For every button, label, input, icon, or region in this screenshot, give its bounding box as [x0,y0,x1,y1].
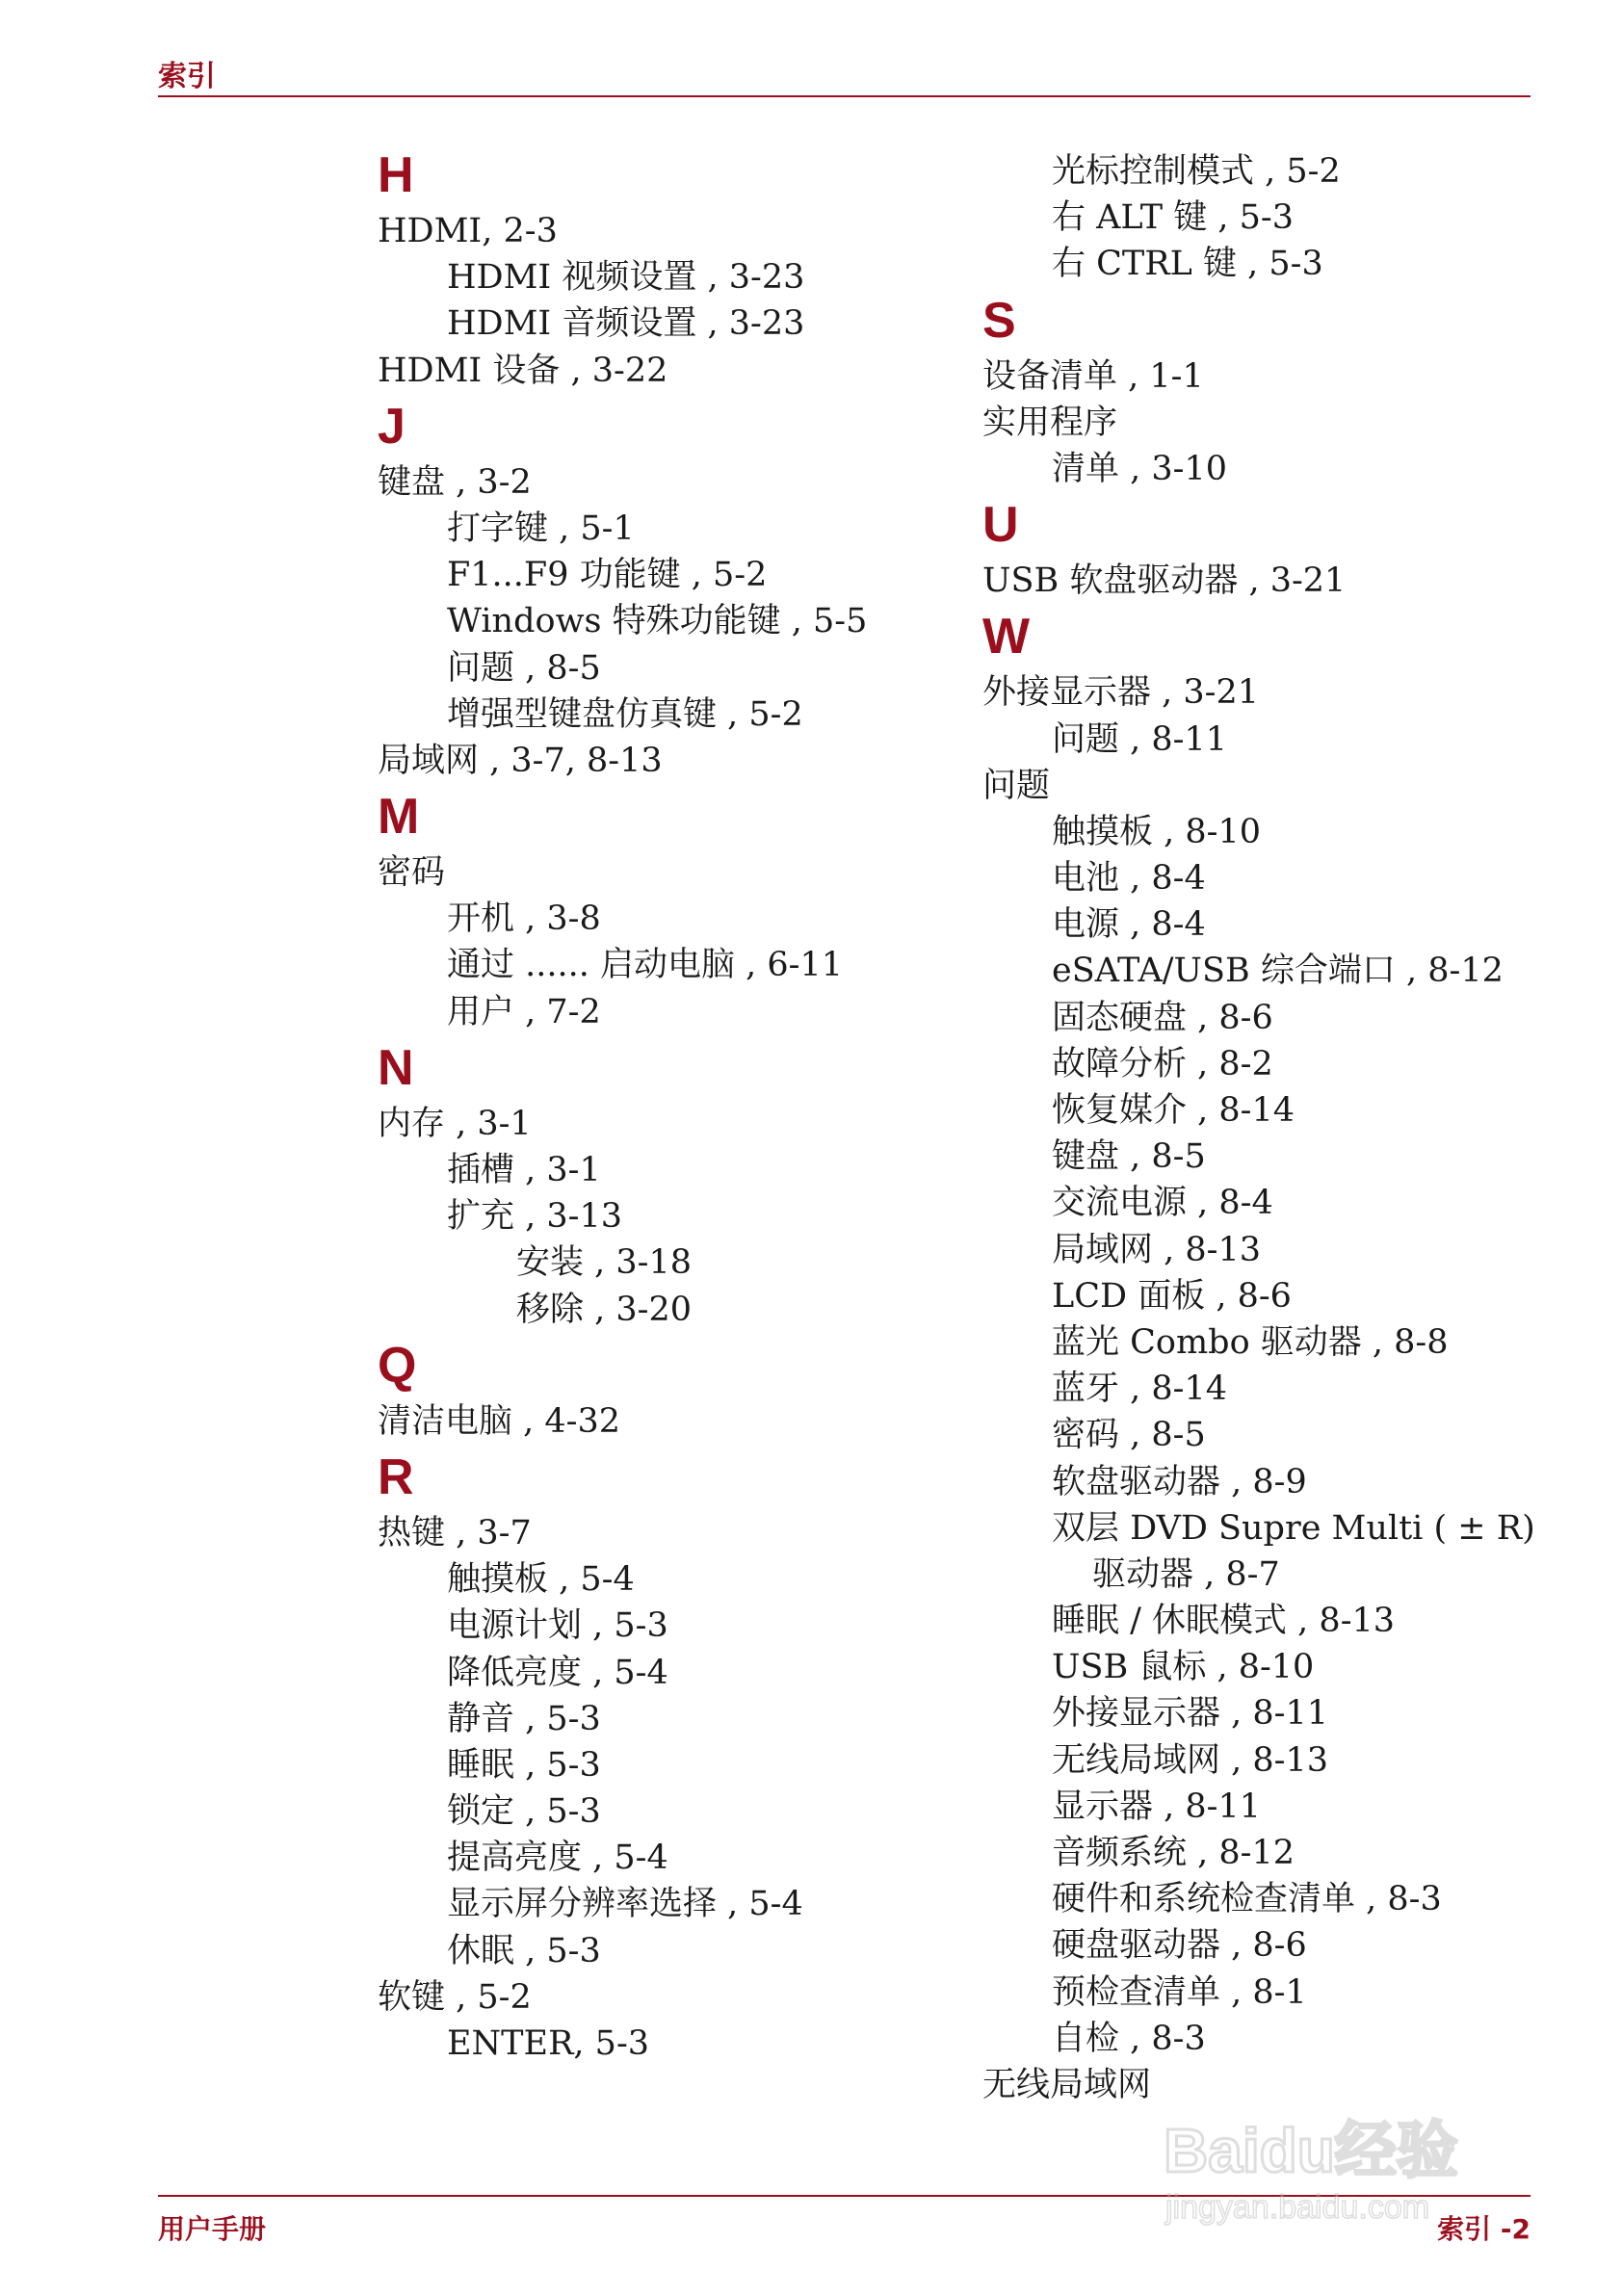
index-column-right [982,148,1580,2108]
index-entry: 热键 , 3-7 [378,1513,532,1552]
index-letter-heading: W [982,609,1031,665]
index-entry: 触摸板 , 5-4 [447,1560,635,1600]
index-letter-heading: H [378,147,414,203]
index-entry: 自检 , 8-3 [1052,2019,1206,2058]
index-entry: 降低亮度 , 5-4 [447,1653,668,1692]
index-entry: 清洁电脑 , 4-32 [378,1401,621,1441]
index-entry: 实用程序 [982,403,1118,442]
index-letter-heading: N [378,1039,414,1096]
index-entry: LCD 面板 , 8-6 [1052,1276,1292,1316]
index-entry: 扩充 , 3-13 [447,1197,623,1237]
index-entry: 休眠 , 5-3 [447,1931,601,1970]
index-entry: 局域网 , 3-7, 8-13 [378,741,663,780]
index-letter-heading: S [982,292,1016,349]
index-letter-heading: Q [378,1337,417,1394]
index-entry: 设备清单 , 1-1 [982,356,1204,396]
index-letter-heading: U [982,497,1019,554]
index-entry: HDMI 音频设置 , 3-23 [447,304,805,344]
index-entry: 睡眠 / 休眠模式 , 8-13 [1052,1602,1396,1641]
index-entry: HDMI, 2-3 [378,212,558,250]
index-entry: 睡眠 , 5-3 [447,1745,601,1785]
index-letter-heading: M [378,789,420,846]
footer-page-number: 索引 -2 [1437,2213,1530,2245]
index-entry: 键盘 , 3-2 [378,462,532,502]
index-entry: 显示器 , 8-11 [1052,1787,1262,1826]
index-entry: 软键 , 5-2 [378,1977,532,2017]
baidu-watermark-logo [1156,2095,1531,2230]
running-header: 索引 [158,60,216,93]
index-entry: USB 软盘驱动器 , 3-21 [982,561,1347,601]
index-entry: F1...F9 功能键 , 5-2 [447,556,768,595]
index-entry: 外接显示器 , 8-11 [1052,1694,1329,1734]
index-entry: 硬盘驱动器 , 8-6 [1052,1926,1307,1966]
index-entry: 锁定 , 5-3 [447,1792,601,1832]
index-entry: 电池 , 8-4 [1052,859,1206,899]
index-entry: USB 鼠标 , 8-10 [1052,1648,1315,1687]
index-entry: 显示屏分辨率选择 , 5-4 [447,1885,803,1924]
index-entry: 提高亮度 , 5-4 [447,1839,668,1878]
index-entry: 触摸板 , 8-10 [1052,812,1262,851]
index-entry: 通过 ...... 启动电脑 , 6-11 [447,946,844,985]
index-entry: 光标控制模式 , 5-2 [1052,152,1341,191]
index-entry: 双层 DVD Supre Multi ( ± R) [1052,1508,1535,1548]
index-letter-heading: J [378,398,406,455]
index-entry: 电源 , 8-4 [1052,905,1206,945]
index-entry: 恢复媒介 , 8-14 [1052,1091,1295,1130]
index-entry: 无线局域网 , 8-13 [1052,1740,1329,1780]
index-entry: 预检查清单 , 8-1 [1052,1972,1307,2012]
index-entry: 无线局域网 [982,2065,1152,2104]
index-entry: 交流电源 , 8-4 [1052,1184,1273,1223]
index-entry: 右 ALT 键 , 5-3 [1052,198,1294,238]
index-entry: 蓝牙 , 8-14 [1052,1370,1228,1409]
index-entry: 插槽 , 3-1 [447,1151,601,1189]
watermark-brand: Baidu经验 [1164,2116,1458,2185]
header-rule [158,95,1530,97]
index-entry: 问题 , 8-11 [1052,719,1228,759]
index-column-left [378,143,955,2067]
index-entry: Windows 特殊功能键 , 5-5 [447,602,868,641]
index-entry: 清单 , 3-10 [1052,449,1228,488]
index-entry: 密码 , 8-5 [1052,1416,1206,1455]
footer-manual-title: 用户手册 [158,2213,267,2245]
index-entry: 固态硬盘 , 8-6 [1052,998,1273,1037]
index-entry: 打字键 , 5-1 [447,509,635,548]
index-entry: 电源计划 , 5-3 [447,1606,668,1646]
index-entry: 键盘 , 8-5 [1052,1137,1206,1177]
index-entry: 安装 , 3-18 [516,1243,693,1283]
index-entry: eSATA/USB 综合端口 , 8-12 [1052,952,1504,991]
index-entry: 驱动器 , 8-7 [1092,1554,1280,1594]
index-entry: 增强型键盘仿真键 , 5-2 [447,694,803,734]
index-entry: 用户 , 7-2 [447,992,601,1031]
index-entry: 右 CTRL 键 , 5-3 [1052,245,1323,284]
index-letter-heading: R [378,1448,414,1505]
watermark-url: jingyan.baidu.com [1165,2189,1430,2226]
index-entry: 问题 , 8-5 [447,648,601,688]
index-entry: HDMI 视频设置 , 3-23 [447,258,805,298]
index-entry: 软盘驱动器 , 8-9 [1052,1462,1307,1501]
index-entry: 音频系统 , 8-12 [1052,1834,1295,1872]
index-entry: 开机 , 3-8 [447,900,601,939]
index-entry: 密码 [378,853,446,893]
index-entry: 硬件和系统检查清单 , 8-3 [1052,1880,1442,1919]
index-entry: 蓝光 Combo 驱动器 , 8-8 [1052,1322,1449,1362]
index-entry: HDMI 设备 , 3-22 [378,351,668,390]
index-entry: 问题 [982,766,1051,805]
index-entry: ENTER, 5-3 [447,2024,650,2063]
index-entry: 静音 , 5-3 [447,1699,601,1738]
index-entry: 内存 , 3-1 [378,1104,532,1143]
index-entry: 外接显示器 , 3-21 [982,673,1260,713]
index-entry: 移除 , 3-20 [516,1290,693,1329]
index-entry: 局域网 , 8-13 [1052,1230,1262,1269]
index-entry: 故障分析 , 8-2 [1052,1044,1273,1083]
